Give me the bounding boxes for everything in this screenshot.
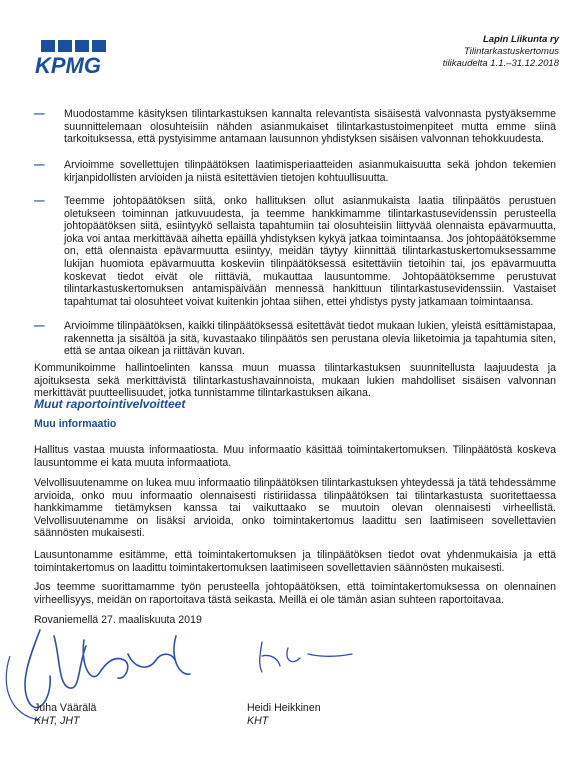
dash-icon: —: [34, 195, 45, 207]
dash-icon: —: [34, 159, 45, 171]
bullet-item: [34, 159, 556, 185]
place-and-date: Rovaniemellä 27. maaliskuuta 2019: [34, 614, 202, 626]
bullet-text: Muodostamme käsityksen tilintarkastuksen kannalta relevantista sisäisestä valvonnasta pystyäksemme suunnittelemaan olosuhteisiin nähden asianmukaiset tilintarkastustoimenpiteet mutta emme siinä tarkoituksessa, että pystyisimme antamaan lausunnon yhdistyksen sisäisen valvonnan tehokkuudesta.: [64, 108, 556, 146]
signer-name: Juha Väärälä: [34, 702, 97, 714]
heading-other-reporting: Muut raportointivelvoitteet: [34, 397, 186, 411]
heading-other-information: Muu informaatio: [34, 418, 117, 430]
signer-title: KHT, JHT: [34, 715, 80, 727]
organization-name: Lapin Liikunta ry: [482, 34, 559, 45]
document-title: Tilintarkastuskertomus: [464, 46, 559, 57]
signer-2: [247, 702, 321, 728]
paragraph-communication: Kommunikoimme hallintoelinten kanssa muun muassa tilintarkastuksen suunnitellusta laajuudesta ja ajoituksesta sekä merkittävistä tilintarkastushavainnoista, mukaan lukien mahdolliset sisäisen valvonnan merkittävät puutteellisuudet, jotka tunnistamme tilintarkastuksen aikana.: [34, 362, 556, 400]
report-header: [443, 34, 559, 70]
bullet-item: [34, 108, 556, 146]
signature-heidi: [252, 636, 362, 676]
bullet-text: Arvioimme tilinpäätöksen, kaikki tilinpäätöksessä esitettävät tiedot mukaan lukien, yleistä esittämistapaa, rakennetta ja sisältöä ja sitä, kuvastaako tilinpäätös sen perustana olevia liiketoimia ja tapahtumia siten, että se antaa oikean ja riittävän kuvan.: [64, 320, 556, 358]
paragraph: Jos teemme suorittamamme työn perusteella johtopäätöksen, että toimintakertomuksessa on olennainen virheellisyys, meidän on raportoitava tästä seikasta. Meillä ei ole tämän asian suhteen raportoitavaa.: [34, 581, 556, 606]
logo-text: KPMG: [35, 53, 101, 76]
bullet-text: Teemme johtopäätöksen siitä, onko hallituksen ollut asianmukaista laatia tilinpäätös perustuen oletukseen toiminnan jatkuvuudesta, ja teemme hankkimamme tilintarkastusevidenssin perusteella johtopäätöksen siitä, esiintyykö sellaista tapahtumiin tai olosuhteisiin liittyvää olennaista epävarmuutta, joka voi antaa merkittävää aihetta epäillä yhdistyksen kykyä jatkaa toimintaansa. Jos johtopäätöksemme on, että olennaista epävarmuutta esiintyy, meidän täytyy kiinnittää tilintarkastuskertomuksessamme lukijan huomiota epävarmuutta koskeviin tilinpäätöksessä esitettäviin tietoihin tai, jos epävarmuutta koskevat tiedot eivät ole riittäviä, mukauttaa lausuntomme. Johtopäätöksemme perustuvat tilintarkastuskertomuksen antamispäivään mennessä hankittuun tilintarkastusevidenssiin. Vastaiset tapahtumat tai olosuhteet voivat kuitenkin johtaa siihen, ettei yhdistys pysty jatkamaan toimintaansa.: [64, 195, 556, 308]
signer-1: [34, 702, 96, 728]
signer-title: KHT: [247, 715, 269, 727]
reporting-period: tilikaudelta 1.1.–31.12.2018: [442, 58, 559, 69]
dash-icon: —: [34, 108, 45, 120]
paragraph: Velvollisuutenamme on lukea muu informaatio tilinpäätöksen tilintarkastuksen yhteydessä ja tätä tehdessämme arvioida, onko muu informaatio olennaisesti ristiriidassa tilinpäätöksen tai tilintarkastusta suoritettaessa hankkimamme tietämyksen kanssa tai vaikuttaako se muutoin olevan olennaisesti virheellistä. Velvollisuutenamme on lisäksi arvioida, onko toimintakertomus laadittu sen laatimiseen sovellettavien säännösten mukaisesti.: [34, 477, 556, 540]
dash-icon: —: [34, 320, 45, 332]
signer-name: Heidi Heikkinen: [247, 702, 321, 714]
bullet-text: Arvioimme sovellettujen tilinpäätöksen laatimisperiaatteiden asianmukaisuutta sekä johdon tekemien kirjanpidollisten arvioiden ja niistä esitettävien tietojen kohtuullisuutta.: [64, 159, 556, 184]
kpmg-logo: [33, 40, 128, 76]
bullet-item: [34, 320, 556, 358]
paragraph: Hallitus vastaa muusta informaatiosta. Muu informaatio käsittää toimintakertomuksen. Tilinpäätöstä koskeva lausuntomme ei kata muuta informaatiota.: [34, 444, 556, 469]
paragraph: Lausuntonamme esitämme, että toimintakertomuksen ja tilinpäätöksen tiedot ovat yhdenmukaisia ja että toimintakertomus on laadittu toimintakertomuksen laatimiseen sovellettavien säännösten mukaisesti.: [34, 549, 556, 574]
bullet-item: [34, 195, 556, 309]
